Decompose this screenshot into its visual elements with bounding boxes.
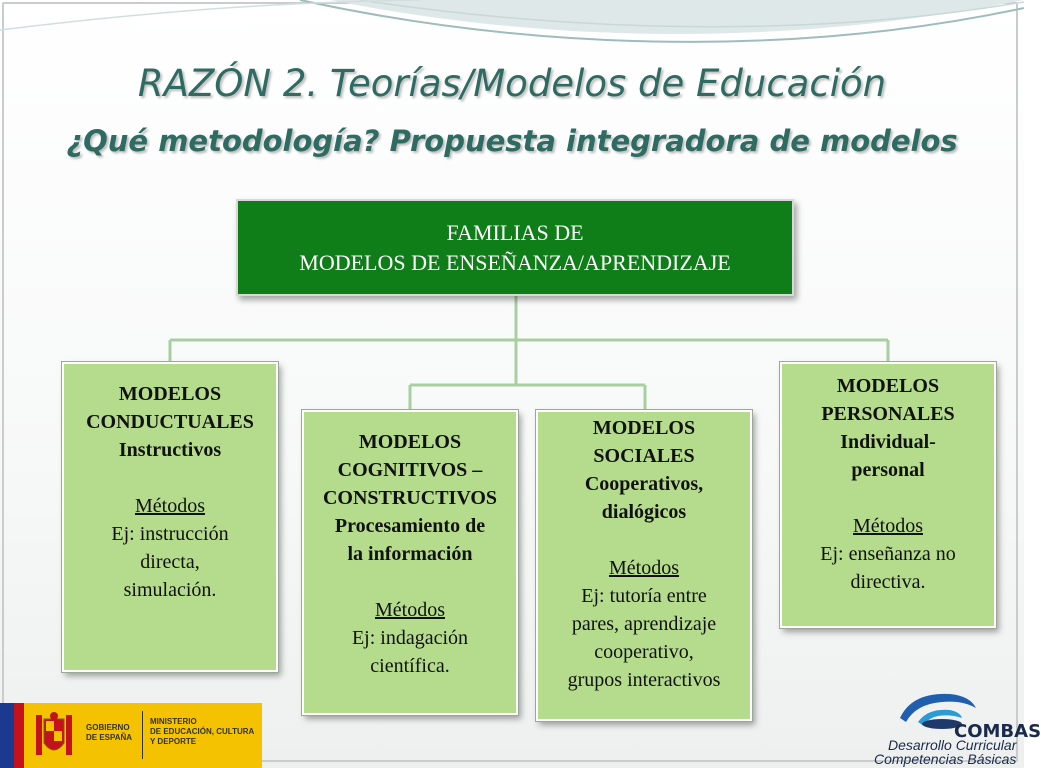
node-example: directa, [140,551,200,573]
node-modelos-sociales [536,410,752,721]
node-example: directiva. [850,571,926,593]
node-metodos-label: Métodos [375,599,445,621]
slide-subtitle: ¿Qué metodología? Propuesta integradora de modelos [66,124,958,158]
node-subheading: Procesamiento de [334,515,486,537]
node-example: científica. [370,655,450,677]
node-subheading: dialógicos [601,501,687,523]
node-example: Ej: indagación [351,627,469,649]
node-example: pares, aprendizaje [571,613,717,635]
node-heading: SOCIALES [593,445,695,467]
node-example: Ej: tutoría entre [581,585,707,607]
node-heading: MODELOS [358,431,462,453]
ministerio-text: MINISTERIO DE EDUCACIÓN, CULTURA Y DEPORTE [150,717,255,746]
node-heading: MODELOS [836,375,940,397]
node-heading: MODELOS [118,383,222,405]
slide-title: RAZÓN 2. Teorías/Modelos de Educación [137,62,887,105]
node-heading: CONDUCTUALES [86,411,254,433]
node-example: simulación. [123,579,217,601]
node-subheading: la información [347,543,473,565]
node-heading: PERSONALES [821,403,955,425]
node-example: grupos interactivos [567,669,721,691]
node-heading: CONSTRUCTIVOS [322,487,498,509]
node-example: Ej: enseñanza no [820,543,956,565]
node-subheading: personal [851,459,925,481]
node-metodos-label: Métodos [135,495,205,517]
node-heading: MODELOS [592,417,696,439]
node-modelos-conductuales [62,362,278,672]
coat-of-arms-icon [32,711,76,761]
root-line-2: MODELOS DE ENSEÑANZA/APRENDIZAJE [299,249,731,275]
node-subheading: Instructivos [118,439,222,461]
root-line-1: FAMILIAS DE [446,219,584,245]
node-example: Ej: instrucción [111,523,229,545]
combas-subtitle-2: Competencias Básicas [874,751,1017,767]
gobierno-text: GOBIERNO DE ESPAÑA [86,723,133,742]
combas-subtitle-1: Desarrollo Curricular [888,737,1017,753]
node-modelos-cognitivos [302,410,518,715]
node-metodos-label: Métodos [609,557,679,579]
node-subheading: Individual- [840,431,936,453]
node-modelos-personales [780,362,996,628]
combas-name: COMBAS [954,721,1041,742]
root-node-familias [236,199,794,296]
node-metodos-label: Métodos [853,515,923,537]
node-example: cooperativo, [594,641,694,663]
node-subheading: Cooperativos, [584,473,704,495]
gobierno-ministerio-logo [0,703,262,768]
node-heading: COGNITIVOS – [337,459,483,481]
